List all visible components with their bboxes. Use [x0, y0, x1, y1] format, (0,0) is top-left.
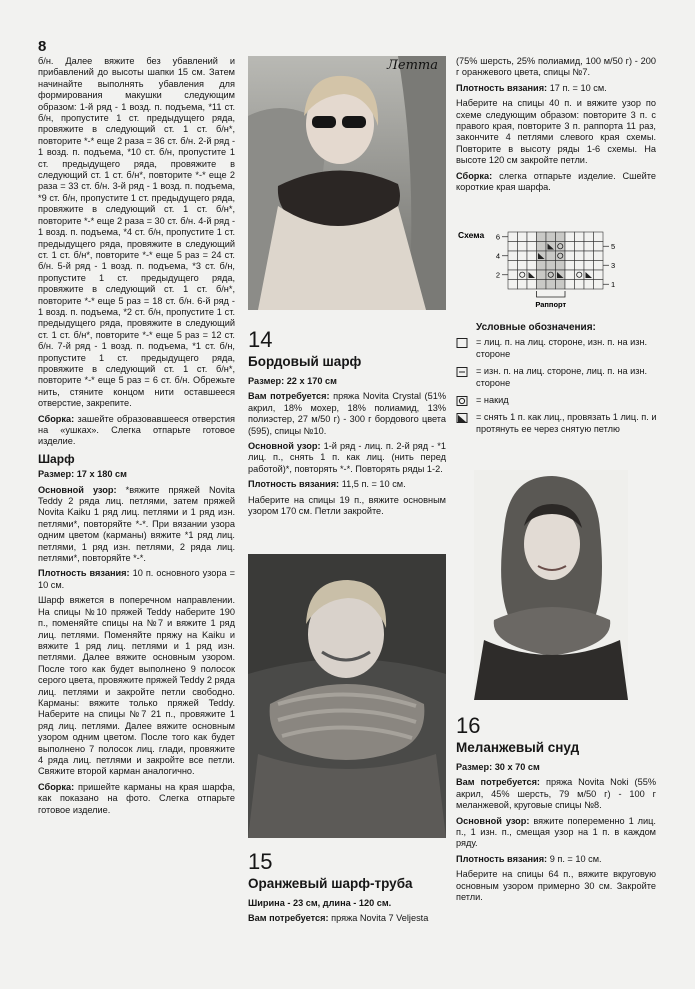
- chart-repeat-label: Раппорт: [535, 300, 567, 309]
- chart-cell: [537, 270, 547, 280]
- chart-cell: [537, 280, 547, 290]
- dash-square-icon: [456, 367, 470, 377]
- scarf-density: Плотность вязания: 10 п. основного узора = 10 см.: [38, 568, 235, 590]
- chart-cell: [594, 261, 604, 271]
- chart-cell: [565, 261, 575, 271]
- chart-cell: [527, 270, 537, 280]
- section-16-number: 16: [456, 713, 481, 738]
- chart-cell: [575, 261, 585, 271]
- chart-cell: [594, 232, 604, 242]
- chart-cell: [556, 242, 566, 252]
- chart-cell: [575, 270, 585, 280]
- section-15-title: Оранжевый шарф-труба: [248, 876, 413, 891]
- legend-text: = изн. п. на лиц. стороне, лиц. п. на изн. стороне: [476, 366, 648, 388]
- chart-cell: [546, 280, 556, 290]
- knitting-chart: [456, 226, 656, 318]
- chart-cell: [537, 251, 547, 261]
- legend-title: Условные обозначения:: [476, 322, 596, 333]
- chart-row-label: 1: [611, 280, 616, 289]
- chart-cell: [546, 232, 556, 242]
- section-14-title: Бордовый шарф: [248, 354, 362, 369]
- chart-cell: [527, 251, 537, 261]
- chart-cell: [546, 270, 556, 280]
- hat-assembly: Сборка: зашейте образовавшееся отверстия на «ушках». Слегка отпарьте готовое изделие.: [38, 413, 235, 447]
- chart-cell: [565, 280, 575, 290]
- chart-cell: [537, 242, 547, 252]
- section-14-pattern: Основной узор: 1-й ряд - лиц. п. 2-й ряд - *1 лиц. п., снять 1 п. как лиц. (нить перед работой)*, повторять *-*. Повторять ряды 1-2.: [248, 441, 446, 474]
- chart-cell: [556, 232, 566, 242]
- photo-melange-snood: [474, 470, 628, 700]
- chart-cell: [546, 261, 556, 271]
- chart-cell: [546, 242, 556, 252]
- section-15-size: Ширина - 23 см, длина - 120 см.: [248, 898, 392, 908]
- section-16-instructions: Наберите на спицы 64 п., вяжите вкруговую основным узором примерно 30 см. Закройте петли.: [456, 869, 656, 903]
- legend-item: [456, 412, 666, 435]
- scarf-assembly: Сборка: пришейте карманы на края шарфа, как показано на фото. Слегка отпарьте готовое изделие.: [38, 781, 235, 815]
- chart-cell: [594, 251, 604, 261]
- chart-cell: [575, 232, 585, 242]
- legend-text: = накид: [476, 395, 509, 406]
- chart-row-label: 4: [495, 251, 500, 261]
- section-15-materials-cont: (75% шерсть, 25% полиамид, 100 м/50 г) - 200 г оранжевого цвета, спицы №7.: [456, 56, 656, 78]
- chart-cell: [556, 251, 566, 261]
- chart-row-label: 3: [611, 261, 616, 270]
- section-16-title: Меланжевый снуд: [456, 740, 580, 755]
- chart-cell: [556, 270, 566, 280]
- photo-burgundy-scarf: [248, 56, 446, 310]
- chart-cell: [594, 242, 604, 252]
- section-16-materials: Вам потребуется: пряжа Novita Noki (55% акрил, 45% шерсть, 79 м/50 г) - 100 г меланжевой, круговые спицы №8.: [456, 777, 656, 811]
- column-section-15-cont: [456, 56, 656, 197]
- chart-cell: [518, 261, 528, 271]
- section-14-materials: Вам потребуется: пряжа Novita Crystal (51% акрил, 18% мохер, 18% полиамид, 13% полиэстер, 27 м/50 г) - 300 г бордового цвета (595), спицы №10.: [248, 391, 446, 436]
- chart-repeat-bracket: [537, 291, 566, 297]
- chart-cell: [584, 232, 594, 242]
- scarf-instructions: Шарф вяжется в поперечном направлении. На спицы №10 пряжей Teddy наберите 190 п., поменяйте спицы на №7 и вяжите 1 ряд лиц. петлями. Поменяйте пряжу на Kaiku и вяжите 1 ряд лиц. петлями и 1 ряд изн. петлями. Далее вяжите основным узором. После того как будет выполнено 9 полосок серого цвета, провяжите пряжей Teddy 2 ряда лиц. петлями и закройте петли свободно. Карманы: вяжите только пряжей Teddy. Наберите на спицы №7 21 п., провяжите 1 ряд лиц. петлями. Далее вяжите основным узором одним цветом. После того как будет выполнено 7 полосок лиц. глади, провяжите 4 ряда лиц. петлями и закройте все петли. Свяжите второй карман аналогично.: [38, 595, 235, 777]
- chart-cell: [537, 232, 547, 242]
- chart-cell: [546, 251, 556, 261]
- chart-cell: [518, 251, 528, 261]
- scarf-title: Шарф: [38, 451, 75, 466]
- chart-cell: [565, 232, 575, 242]
- chart-cell: [584, 280, 594, 290]
- section-16-size: Размер: 30 х 70 см: [456, 762, 540, 772]
- chart-cell: [584, 251, 594, 261]
- chart-cell: [527, 280, 537, 290]
- chart-cell: [508, 270, 518, 280]
- chart-cell: [527, 261, 537, 271]
- chart-cell: [584, 261, 594, 271]
- legend: [456, 322, 666, 441]
- legend-item: [456, 395, 666, 406]
- chart-cell: [575, 251, 585, 261]
- legend-item: [456, 337, 666, 360]
- section-15-density: Плотность вязания: 17 п. = 10 см.: [456, 82, 607, 93]
- hat-instructions: б/н. Далее вяжите без убавлений и прибавлений до высоты шапки 15 см. Затем начинайте выполнять убавления для формирования макушки следующим образом: 1-й ряд - 1 возд. п. подъема, *11 ст. б/н, пропустите 1 ст. предыдущего ряда, провяжите в следующий ст. 1 ст. б/н*, повторите *-* еще 2 раза = 36 ст. б/н. 2-й ряд - 1 возд. п. подъема, *10 ст. б/н, пропустите 1 ст. предыдущего ряда, провяжите в следующий ст. 1 ст. б/н*, повторите *-* еще 2 раза = 33 ст. б/н. 3-й ряд - 1 возд. п. подъема, *9 ст. б/н, пропустите 1 ст. предыдущего ряда, провяжите в следующий ст. 1 ст. б/н*, повторите *-* еще 2 раза = 30 ст. б/н. 4-й ряд - 1 возд. п. подъема, *4 ст. б/н, пропустите 1 ст. предыдущего ряда, провяжите в следующий ст. 1 ст. б/н*, повторите *-* еще 5 раз = 24 ст. б/н. 5-й ряд - 1 возд. п. подъема, *3 ст. б/н, пропустите 1 ст. предыдущего ряда, провяжите в следующий ст. 1 ст. б/н*, повторите *-* еще 5 раз = 18 ст. б/н. 6-й ряд - 1 возд. п. подъема, *2 ст. б/н, пропустите 1 ст. предыдущего ряда, провяжите в следующий ст. 1 ст. б/н*, повторите *-* еще 5 раз = 12 ст. б/н. 7-й ряд - 1 возд. п. подъема, *1 ст. б/н, пропустите 1 ст. предыдущего ряда, провяжите в следующий ст. 1 ст. б/н*, повторите *-* еще 5 раз = 6 ст. б/н. Обрежьте нить, стяните концом нити оставшееся отверстие, закрепите.: [38, 56, 236, 409]
- chart-cell: [527, 232, 537, 242]
- chart-cell: [565, 251, 575, 261]
- column-sections-14-15: [248, 326, 446, 521]
- section-16-density: Плотность вязания: 9 п. = 10 см.: [456, 853, 602, 864]
- chart-cell: [565, 242, 575, 252]
- chart-row-label: 5: [611, 242, 616, 251]
- chart-cell: [594, 270, 604, 280]
- chart-cell: [575, 280, 585, 290]
- page-number: 8: [38, 38, 47, 55]
- chart-cell: [508, 242, 518, 252]
- section-15-instructions: Наберите на спицы 40 п. и вяжите узор по схеме следующим образом: повторите 3 п. с правого края, повторите 3 п. раппорта 11 раз, закончите 4 петлями слевого края схемы. Повторите в высоту ряды 1-6 схемы. На высоте 120 см закройте петли.: [456, 98, 656, 166]
- legend-item: [456, 366, 666, 389]
- section-16-pattern: Основной узор: вяжите попеременно 1 лиц. п., 1 изн. п., смещая узор на 1 п. в каждом ряду.: [456, 815, 656, 849]
- section-15: [248, 848, 446, 929]
- chart-cell: [508, 261, 518, 271]
- section-15-materials: Вам потребуется: пряжа Novita 7 Veljesta: [248, 913, 429, 924]
- chart-cell: [565, 270, 575, 280]
- scarf-size: Размер: 17 х 180 см: [38, 469, 127, 480]
- photo-orange-tube-scarf: [248, 554, 446, 838]
- section-14-size: Размер: 22 х 170 см: [248, 376, 337, 386]
- chart-cell: [575, 242, 585, 252]
- knitting-chart-svg: [456, 226, 656, 318]
- legend-text: = снять 1 п. как лиц., провязать 1 лиц. п. и протянуть ее через снятую петлю: [476, 412, 657, 434]
- chart-cell: [508, 280, 518, 290]
- chart-cell: [556, 261, 566, 271]
- chart-cell: [556, 280, 566, 290]
- chart-cell: [518, 232, 528, 242]
- section-15-number: 15: [248, 849, 273, 874]
- section-16: [456, 712, 656, 907]
- column-hat-scarf: [38, 56, 235, 820]
- chart-cell: [594, 280, 604, 290]
- chart-cell: [537, 261, 547, 271]
- chart-cell: [584, 270, 594, 280]
- legend-text: = лиц. п. на лиц. стороне, изн. п. на изн. стороне: [476, 337, 648, 359]
- chart-row-label: 2: [495, 270, 500, 280]
- chart-title: Схема: [458, 230, 485, 240]
- scarf-pattern: Основной узор: *вяжите пряжей Novita Teddy 2 ряда лиц. петлями, затем пряжей Novita Kaiku 1 ряд лиц. петлями и 1 ряд изн. петлями*, повторяйте *-*. При вязании узора одним цветом (карманы) вяжите *1 ряд лиц. петлями, 1 ряд изн. петлями, 2 ряда лиц. петлями*, повторяйте *-*.: [38, 484, 235, 564]
- section-14-density: Плотность вязания: 11,5 п. = 10 см.: [248, 479, 406, 490]
- chart-cell: [508, 232, 518, 242]
- triangle-square-icon: [456, 413, 470, 423]
- brand-logo: Летта: [387, 58, 438, 73]
- empty-square-icon: [456, 338, 470, 348]
- circle-square-icon: [456, 396, 470, 406]
- chart-cell: [518, 242, 528, 252]
- chart-cell: [508, 251, 518, 261]
- section-14-number: 14: [248, 327, 273, 352]
- chart-cell: [527, 242, 537, 252]
- chart-cell: [518, 270, 528, 280]
- section-15-assembly: Сборка: слегка отпарьте изделие. Сшейте короткие края шарфа.: [456, 170, 656, 193]
- chart-cell: [584, 242, 594, 252]
- chart-row-label: 6: [495, 232, 500, 242]
- chart-cell: [518, 280, 528, 290]
- section-14-instructions: Наберите на спицы 19 п., вяжите основным узором 170 см. Петли закройте.: [248, 494, 446, 517]
